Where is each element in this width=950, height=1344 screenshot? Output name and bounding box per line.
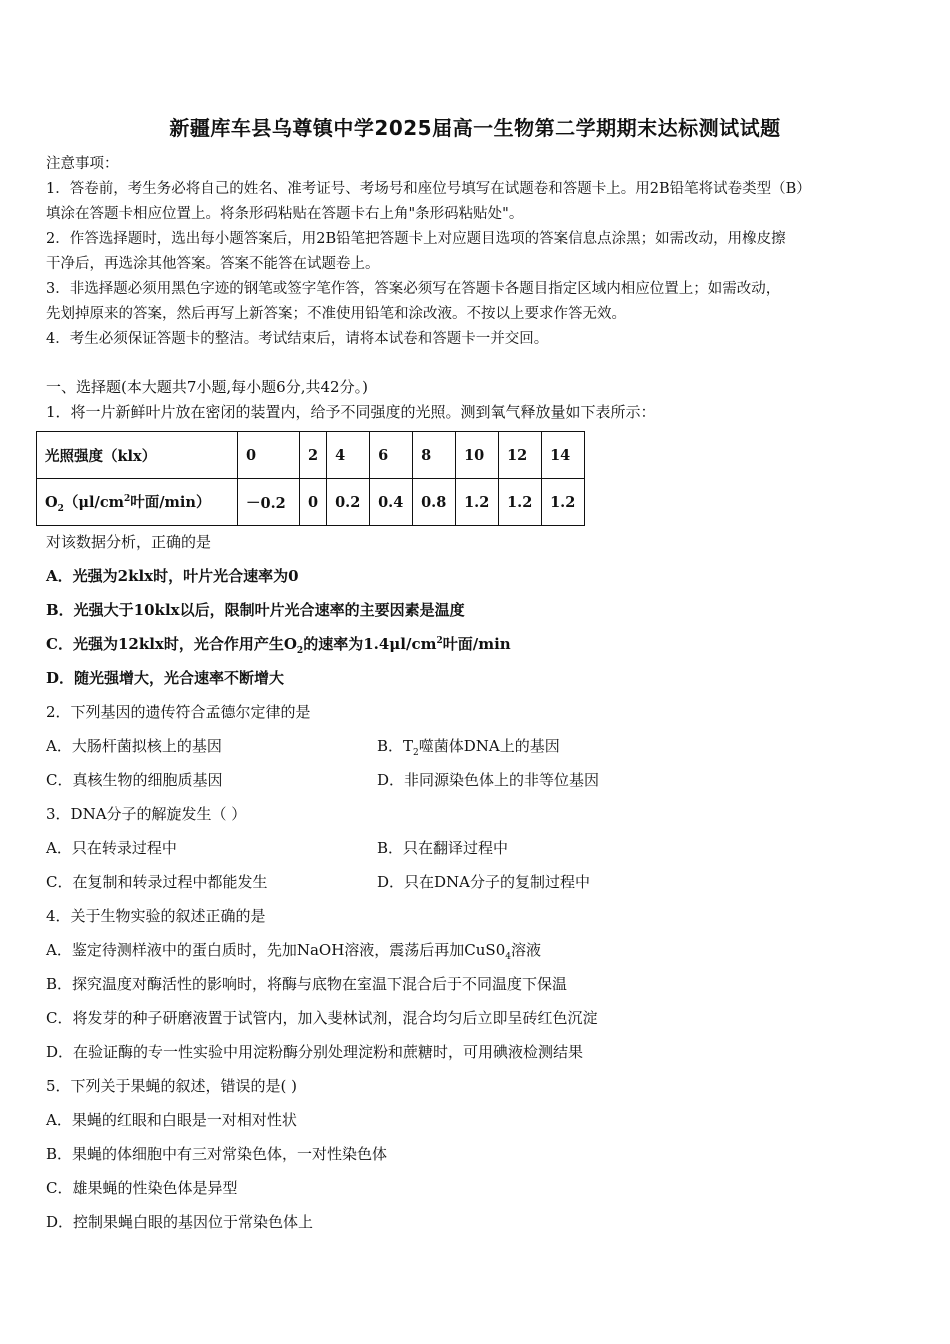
question-4-stem: 4．关于生物实验的叙述正确的是 [46,907,266,925]
table-cell: 12 [499,432,542,479]
question-2-stem: 2．下列基因的遗传符合孟德尔定律的是 [46,703,311,721]
table-cell: 0.2 [327,479,370,526]
option-d[interactable]: D．只在DNA分子的复制过程中 [377,873,591,891]
table-cell: －0.2 [238,479,300,526]
notice-line: 1．答卷前，考生务必将自己的姓名、准考证号、考场号和座位号填写在试题卷和答题卡上。用2B铅笔将试卷类型（B） [46,181,811,197]
question-5-stem: 5．下列关于果蝇的叙述，错误的是( ) [46,1077,298,1095]
option-a[interactable]: A．只在转录过程中 [46,839,177,857]
notice-line: 先划掉原来的答案，然后再写上新答案；不准使用铅笔和涂改液。不按以上要求作答无效。 [46,306,626,322]
notice-heading: 注意事项： [46,156,119,172]
table-cell: 0 [300,479,327,526]
table-row [37,432,585,479]
page-title: 新疆库车县乌尊镇中学2025届高一生物第二学期期末达标测试试题 [169,116,781,140]
option-b[interactable]: B．$T_2$噬菌体DNA上的基因 [377,737,560,758]
option-d[interactable]: D．随光强增大，光合速率不断增大 [46,669,285,687]
option-c[interactable]: C．雄果蝇的性染色体是异型 [46,1179,238,1197]
table-cell: 1.2 [456,479,499,526]
question-1-stem: 1．将一片新鲜叶片放在密闭的装置内，给予不同强度的光照。测到氧气释放量如下表所示： [46,403,656,421]
notice-line: 干净后，再选涂其他答案。答案不能答在试题卷上。 [46,256,380,272]
table-row [37,479,585,526]
option-d[interactable]: D．非同源染色体上的非等位基因 [377,771,600,789]
option-d[interactable]: D．控制果蝇白眼的基因位于常染色体上 [46,1213,314,1231]
table-row-label: 光照强度（klx） [37,432,238,479]
table-cell: 2 [300,432,327,479]
option-b[interactable]: B．光强大于10klx以后，限制叶片光合速率的主要因素是温度 [46,601,465,619]
table-cell: 10 [456,432,499,479]
option-d[interactable]: D．在验证酶的专一性实验中用淀粉酶分别处理淀粉和蔗糖时，可用碘液检测结果 [46,1043,584,1061]
option-a[interactable]: A．鉴定待测样液中的蛋白质时，先加NaOH溶液，震荡后再加$CuS0_4$溶液 [46,941,541,962]
light-oxygen-table [36,431,585,526]
option-c[interactable]: C．真核生物的细胞质基因 [46,771,223,789]
section-heading: 一、选择题(本大题共7小题,每小题6分,共42分。) [46,378,368,396]
notice-line: 填涂在答题卡相应位置上。将条形码粘贴在答题卡右上角"条形码粘贴处"。 [46,206,524,222]
option-b[interactable]: B．探究温度对酶活性的影响时，将酶与底物在室温下混合后于不同温度下保温 [46,975,568,993]
notice-line: 2．作答选择题时，选出每小题答案后，用2B铅笔把答题卡上对应题目选项的答案信息点涂黑；如需改动，用橡皮擦 [46,231,786,247]
option-b[interactable]: B．只在翻译过程中 [377,839,509,857]
option-c[interactable]: C．在复制和转录过程中都能发生 [46,873,268,891]
table-row-label: $O_2(\mu l/cm^2$叶面/min） [37,479,238,526]
option-c[interactable]: C．将发芽的种子研磨液置于试管内，加入斐林试剂，混合均匀后立即呈砖红色沉淀 [46,1009,598,1027]
question-1-prompt: 对该数据分析，正确的是 [46,533,212,551]
option-b[interactable]: B．果蝇的体细胞中有三对常染色体，一对性染色体 [46,1145,388,1163]
table-cell: 0 [238,432,300,479]
option-c[interactable]: C．光强为12klx时，光合作用产生$O_2$的速率为$1.4\mu l/cm^2$叶面/min [46,635,511,656]
question-3-stem: 3．DNA分子的解旋发生（ ） [46,805,247,823]
table-cell: 0.4 [370,479,413,526]
table-cell: 6 [370,432,413,479]
table-cell: 1.2 [542,479,585,526]
option-a[interactable]: A．光强为2klx时，叶片光合速率为0 [46,567,299,585]
table-cell: 0.8 [413,479,456,526]
option-a[interactable]: A．果蝇的红眼和白眼是一对相对性状 [46,1111,297,1129]
option-a[interactable]: A．大肠杆菌拟核上的基因 [46,737,222,755]
table-cell: 1.2 [499,479,542,526]
notice-line: 4．考生必须保证答题卡的整洁。考试结束后，请将本试卷和答题卡一并交回。 [46,331,549,347]
table-cell: 8 [413,432,456,479]
table-cell: 4 [327,432,370,479]
notice-line: 3．非选择题必须用黑色字迹的钢笔或签字笔作答，答案必须写在答题卡各题目指定区域内相应位置上；如需改动， [46,281,781,297]
table-cell: 14 [542,432,585,479]
